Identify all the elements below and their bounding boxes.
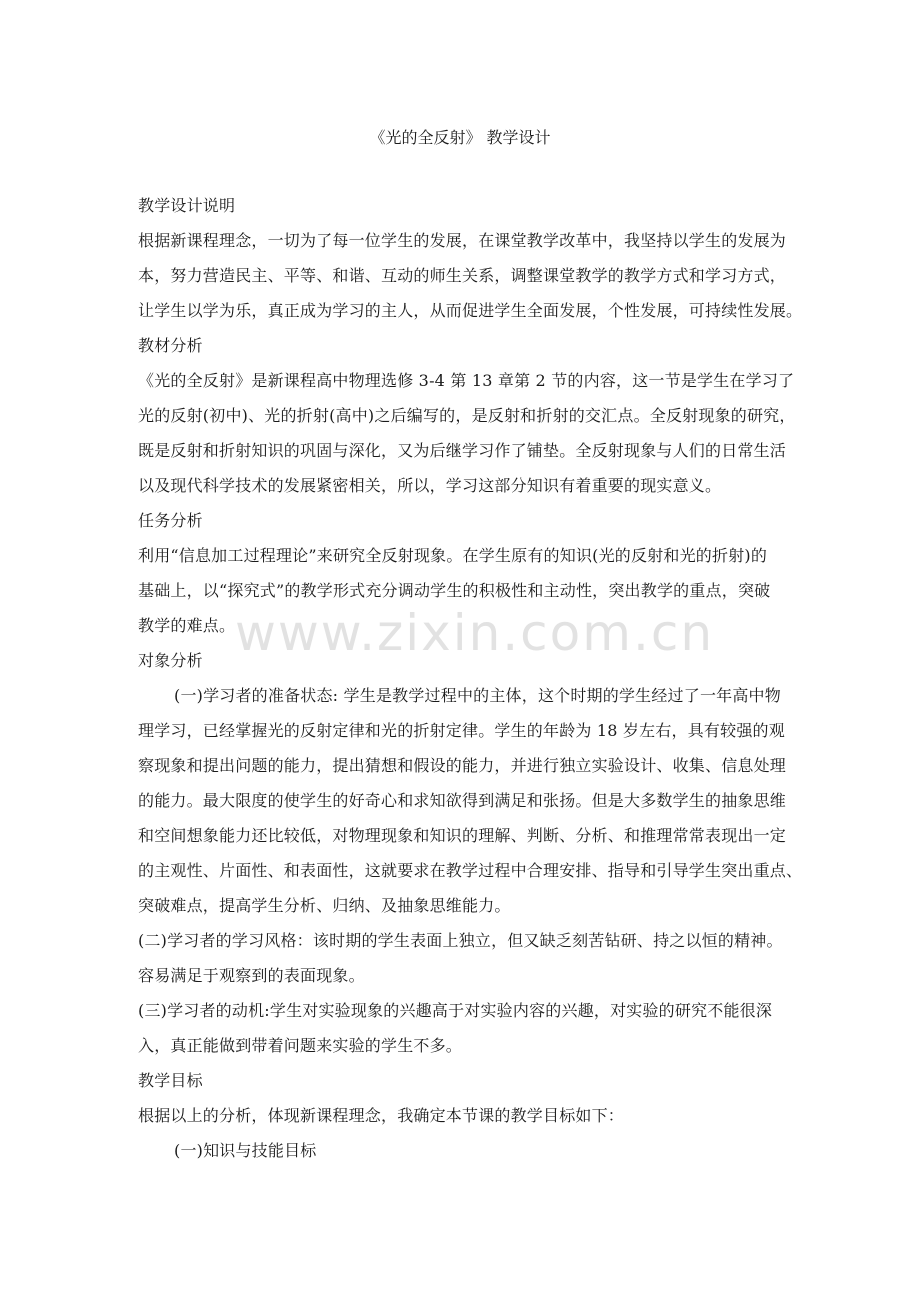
heading-task-analysis: 任务分析	[138, 511, 203, 530]
paragraph-line: 突破难点，提高学生分析、归纳、及抽象思维能力。	[138, 896, 511, 915]
heading-design-notes: 教学设计说明	[138, 196, 236, 215]
paragraph-line: 察现象和提出问题的能力，提出猜想和假设的能力，并进行独立实验设计、收集、信息处理	[138, 756, 787, 775]
paragraph-line: 《光的全反射》是新课程高中物理选修 3-4 第 13 章第 2 节的内容，这一节是学生在学习了	[138, 371, 795, 390]
paragraph-line: (一)学习者的准备状态: 学生是教学过程中的主体，这个时期的学生经过了一年高中物	[174, 686, 781, 705]
watermark: www.zixin.com.cn	[235, 604, 715, 662]
paragraph-line: 以及现代科学技术的发展紧密相关，所以，学习这部分知识有着重要的现实意义。	[138, 476, 722, 495]
subheading-knowledge-skill-goals: (一)知识与技能目标	[174, 1141, 317, 1160]
paragraph-line: 让学生以学为乐，真正成为学习的主人，从而促进学生全面发展，个性发展，可持续性发展。	[138, 301, 803, 320]
paragraph-line: 光的反射(初中)、光的折射(高中)之后编写的，是反射和折射的交汇点。全反射现象的研究，	[138, 406, 796, 425]
paragraph-line: 基础上，以“探究式”的教学形式充分调动学生的积极性和主动性，突出教学的重点，突破	[138, 581, 771, 600]
paragraph-line: 理学习，已经掌握光的反射定律和光的折射定律。学生的年龄为 18 岁左右，具有较强的观	[138, 721, 785, 740]
heading-learner-analysis: 对象分析	[138, 651, 203, 670]
paragraph-line: 根据新课程理念，一切为了每一位学生的发展，在课堂教学改革中，我坚持以学生的发展为	[138, 231, 787, 250]
paragraph-line: (三)学习者的动机:学生对实验现象的兴趣高于对实验内容的兴趣，对实验的研究不能很深	[138, 1001, 773, 1020]
paragraph-line: 既是反射和折射知识的巩固与深化，又为后继学习作了铺垫。全反射现象与人们的日常生活	[138, 441, 787, 460]
paragraph-line: 本，努力营造民主、平等、和谐、互动的师生关系，调整课堂教学的教学方式和学习方式，	[138, 266, 787, 285]
paragraph-line: 入，真正能做到带着问题来实验的学生不多。	[138, 1036, 463, 1055]
document-title: 《光的全反射》 教学设计	[369, 128, 551, 147]
heading-material-analysis: 教材分析	[138, 336, 203, 355]
paragraph-line: 根据以上的分析，体现新课程理念，我确定本节课的教学目标如下：	[138, 1106, 625, 1125]
paragraph-line: 的主观性、片面性、和表面性，这就要求在教学过程中合理安排、指导和引导学生突出重点、	[138, 861, 803, 880]
paragraph-line: 和空间想象能力还比较低，对物理现象和知识的理解、判断、分析、和推理常常表现出一定	[138, 826, 787, 845]
paragraph-line: (二)学习者的学习风格：该时期的学生表面上独立，但又缺乏刻苦钻研、持之以恒的精神。	[138, 931, 783, 950]
paragraph-line: 教学的难点。	[138, 616, 236, 635]
paragraph-line: 的能力。最大限度的使学生的好奇心和求知欲得到满足和张扬。但是大多数学生的抽象思维	[138, 791, 787, 810]
heading-teaching-goals: 教学目标	[138, 1071, 203, 1090]
paragraph-line: 容易满足于观察到的表面现象。	[138, 966, 365, 985]
paragraph-line: 利用“信息加工过程理论”来研究全反射现象。在学生原有的知识(光的反射和光的折射)的	[138, 546, 768, 565]
